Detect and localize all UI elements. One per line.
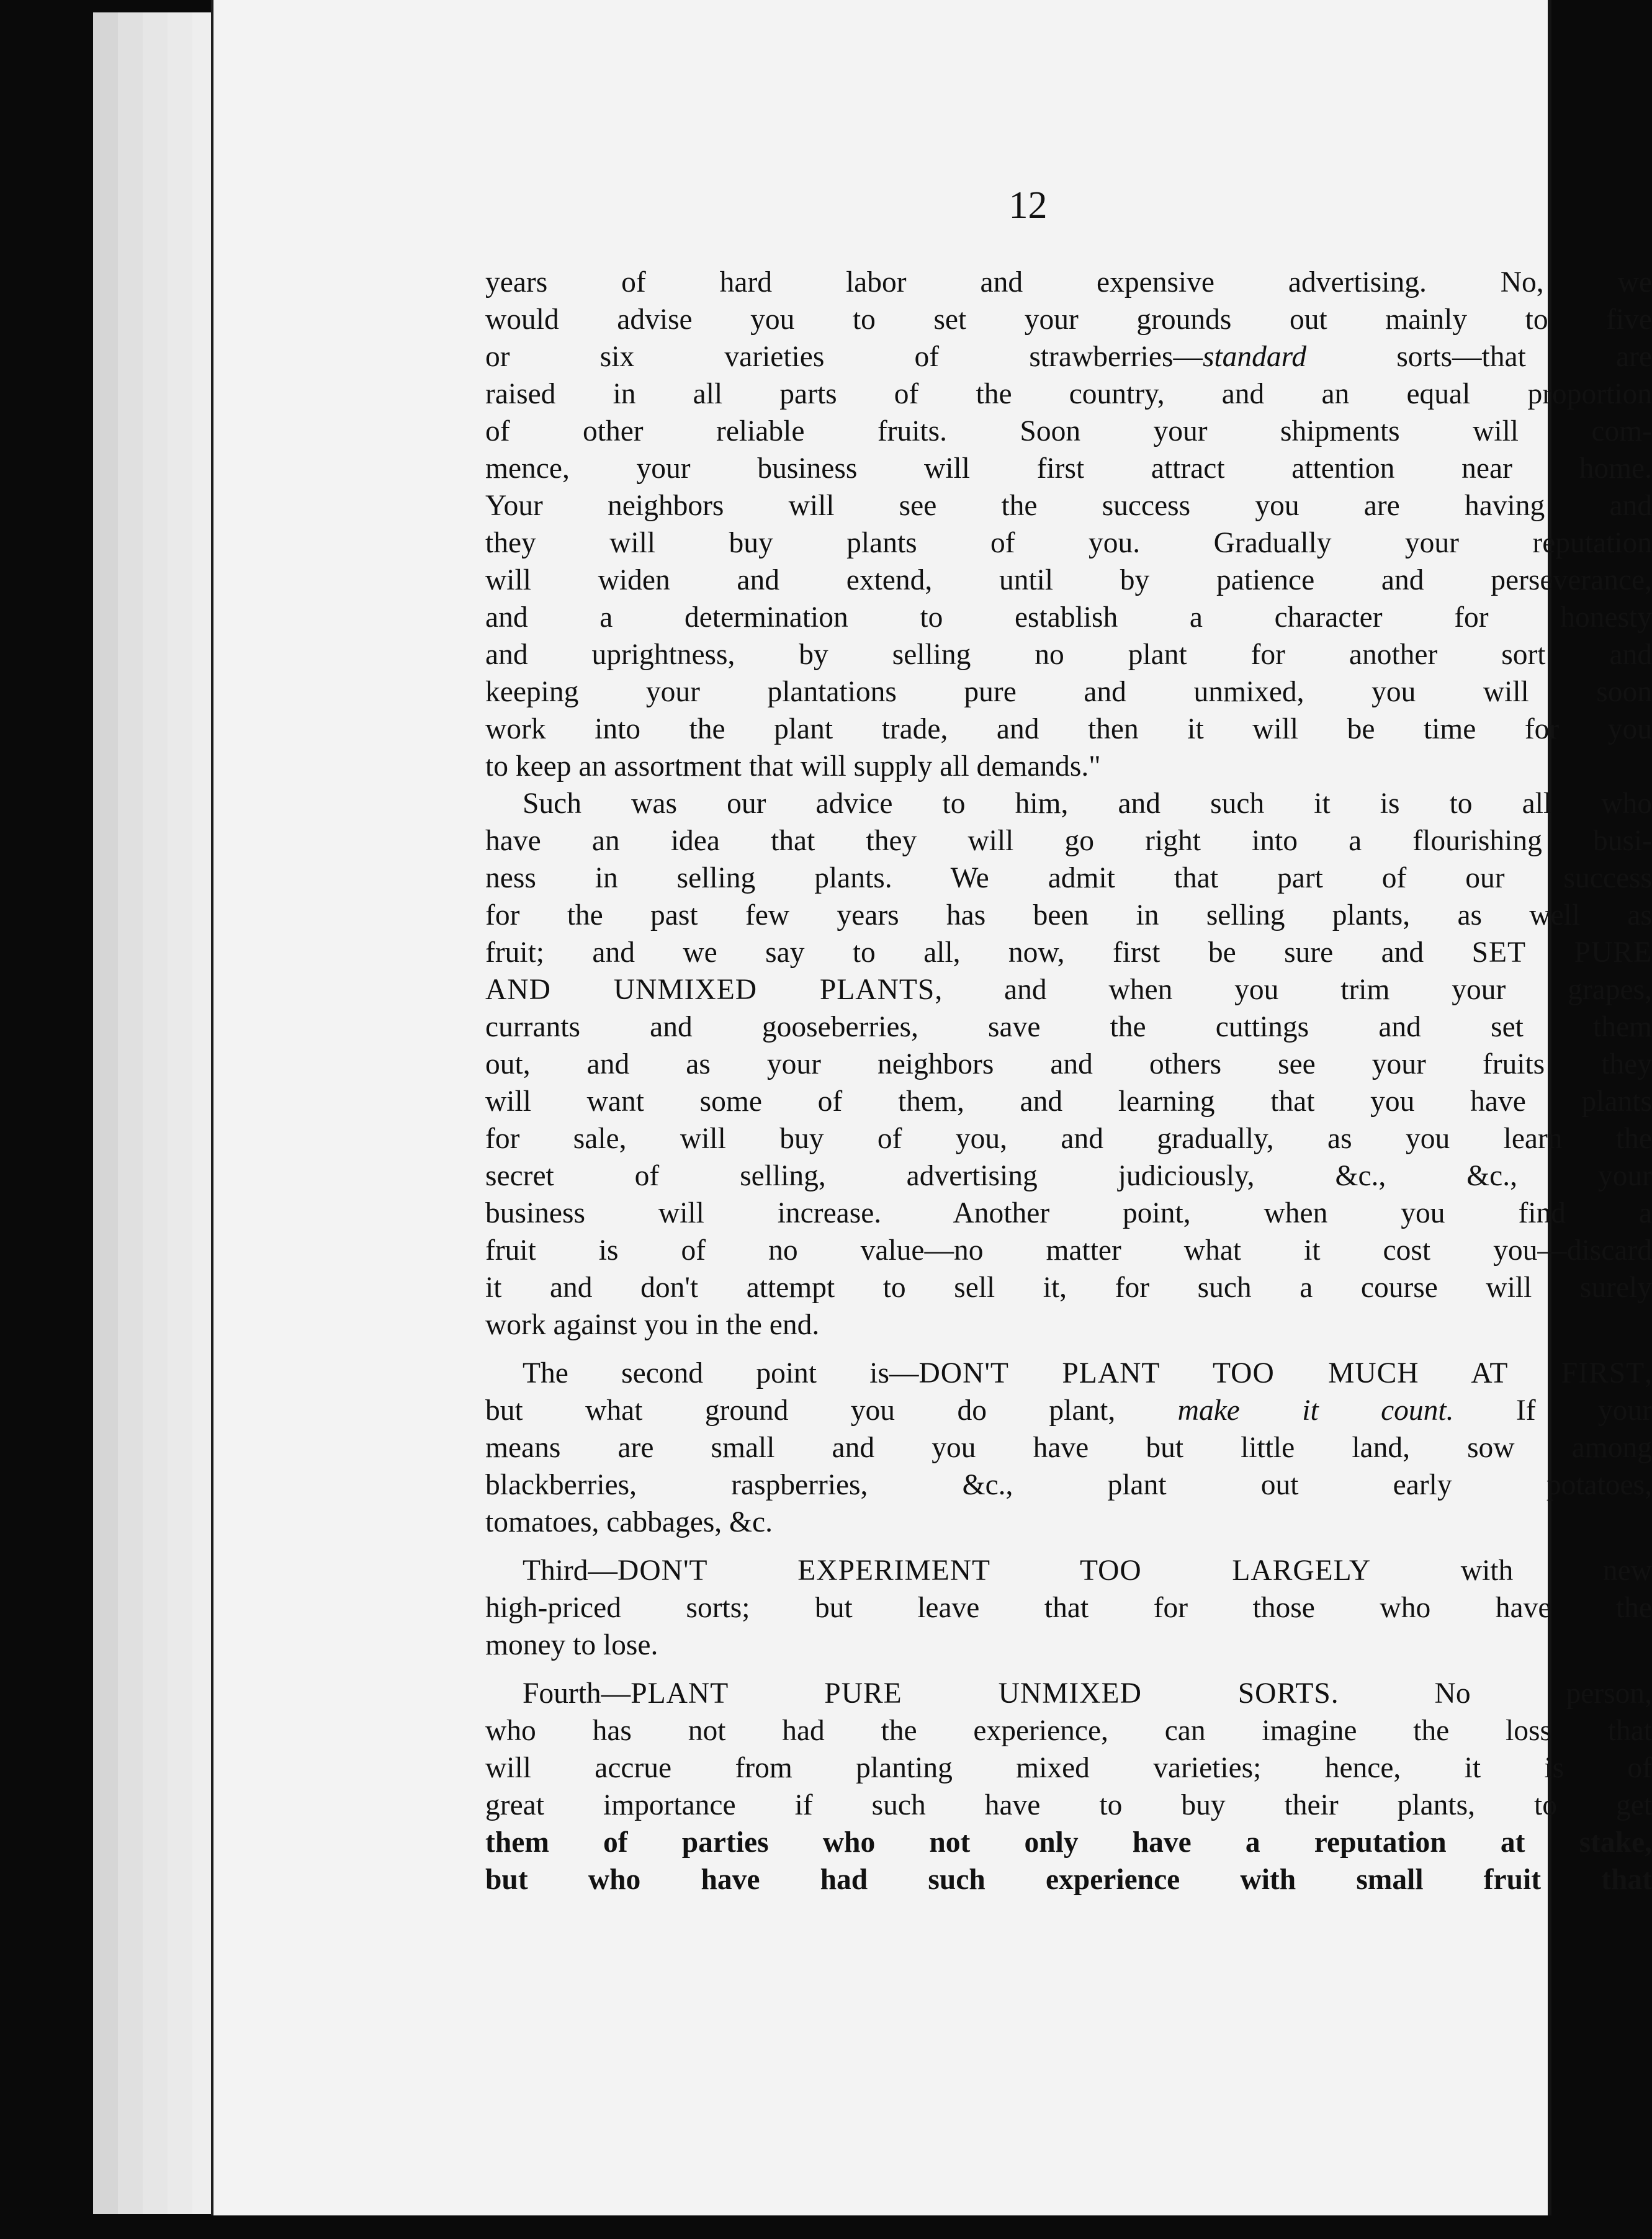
text-segment: , and when you trim your grapes, xyxy=(935,974,1652,1006)
text-line: of other reliable fruits. Soon your shipments will com- xyxy=(485,415,1652,447)
text-line: who has not had the experience, can imagine the loss that xyxy=(485,1715,1652,1747)
text-line: money to lose. xyxy=(485,1629,658,1661)
paragraph-3 xyxy=(485,1355,1652,1541)
paragraph-5 xyxy=(485,1675,1652,1898)
text-segment: fruit; and we say to all, now, first be sure and xyxy=(485,936,1472,969)
text-line: out, and as your neighbors and others see your fruits they xyxy=(485,1048,1652,1080)
text-line: it and don't attempt to sell it, for such a course will surely xyxy=(485,1272,1652,1304)
text-line: work into the plant trade, and then it will be time for you xyxy=(485,713,1652,745)
text-segment: Third— xyxy=(523,1555,618,1587)
text-line: would advise you to set your grounds out mainly to five xyxy=(485,303,1652,336)
text-line: but who have had such experience with small fruit that xyxy=(485,1864,1652,1896)
text-line: raised in all parts of the country, and an equal proportion xyxy=(485,378,1652,410)
text-segment: No person, xyxy=(1339,1677,1652,1710)
text-line: tomatoes, cabbages, &c. xyxy=(485,1506,773,1538)
emphasis-standard: standard xyxy=(1202,341,1307,373)
text-line: will want some of them, and learning that you have plants xyxy=(485,1085,1652,1118)
text-line: for the past few years has been in selling plants, as well as xyxy=(485,899,1652,931)
text-line: great importance if such have to buy their plants, to get xyxy=(485,1789,1652,1821)
text-segment: with new xyxy=(1371,1555,1652,1587)
text-line: they will buy plants of you. Gradually your reputation xyxy=(485,527,1652,559)
text-line xyxy=(485,338,1652,375)
text-line: blackberries, raspberries, &c., plant out early potatoes, xyxy=(485,1469,1652,1501)
small-caps-dont-plant: DON'T PLANT TOO MUCH AT FIRST xyxy=(918,1357,1645,1389)
text-line: and uprightness, by selling no plant for another sort and xyxy=(485,639,1652,671)
small-caps-set-pure: SET PURE xyxy=(1471,936,1652,969)
page-edge xyxy=(192,12,213,2214)
text-line: The second point is—DON'T PLANT TOO MUCH AT FIRST, xyxy=(523,1357,1652,1389)
text-line: fruit is of no value—no matter what it cost you—discard xyxy=(485,1234,1652,1267)
text-line: will widen and extend, until by patience and perseverance, xyxy=(485,564,1652,596)
text-line: means are small and you have but little land, sow among xyxy=(485,1432,1652,1464)
text-line: will accrue from planting mixed varieties; hence, it is of xyxy=(485,1752,1652,1784)
text-segment: but what ground you do plant, xyxy=(485,1394,1178,1427)
text-line xyxy=(485,1675,1652,1712)
paragraph-2 xyxy=(485,785,1652,1344)
small-caps-unmixed-plants: AND UNMIXED PLANTS xyxy=(485,974,935,1006)
text-line: keeping your plantations pure and unmixed, you will soon xyxy=(485,676,1652,708)
text-line: Such was our advice to him, and such it is to all who xyxy=(523,787,1652,820)
text-line: high-priced sorts; but leave that for those who have the xyxy=(485,1592,1652,1624)
page-edge xyxy=(143,12,169,2214)
text-line: Your neighbors will see the success you are having and xyxy=(485,490,1652,522)
text-line xyxy=(485,934,1652,971)
text-line: them of parties who not only have a reputation at stake, xyxy=(485,1826,1652,1859)
text-segment: If your xyxy=(1453,1394,1652,1427)
text-line: secret of selling, advertising judiciously, &c., &c., your xyxy=(485,1160,1652,1192)
book-page xyxy=(211,0,1652,2215)
text-line: business will increase. Another point, when you find a xyxy=(485,1197,1652,1229)
text-line: currants and gooseberries, save the cuttings and set them xyxy=(485,1011,1652,1043)
paragraph-4 xyxy=(485,1552,1652,1664)
text-line: have an idea that they will go right into a flourishing busi- xyxy=(485,825,1652,857)
text-segment: The second point is— xyxy=(523,1357,919,1389)
small-caps-dont-experiment: DON'T EXPERIMENT TOO LARGELY xyxy=(617,1555,1371,1587)
text-line: for sale, will buy of you, and gradually, as you learn the xyxy=(485,1123,1652,1155)
text-line: years of hard labor and expensive advertising. No, we xyxy=(485,266,1652,298)
page-edge xyxy=(118,12,145,2214)
text-line: to keep an assortment that will supply all demands." xyxy=(485,750,1101,783)
paragraph-1 xyxy=(485,264,1652,785)
text-segment: or six varieties of strawberries— xyxy=(485,341,1203,373)
emphasis-make-it-count: make it count. xyxy=(1177,1394,1454,1427)
text-line: ness in selling plants. We admit that part of our success xyxy=(485,862,1652,894)
text-line: and a determination to establish a character for honesty xyxy=(485,601,1652,634)
text-line xyxy=(485,1552,1652,1589)
text-line: work against you in the end. xyxy=(485,1309,820,1341)
page-edge xyxy=(93,12,120,2214)
text-line xyxy=(485,971,1652,1008)
text-segment: sorts—that are xyxy=(1306,341,1652,373)
page-edge xyxy=(168,12,194,2214)
text-segment: Fourth— xyxy=(523,1677,631,1710)
text-line: mence, your business will first attract attention near home. xyxy=(485,452,1652,485)
page-number: 12 xyxy=(1008,184,1048,227)
small-caps-plant-pure: PLANT PURE UNMIXED SORTS. xyxy=(631,1677,1339,1710)
body-text xyxy=(485,264,1652,1898)
text-line xyxy=(485,1392,1652,1429)
